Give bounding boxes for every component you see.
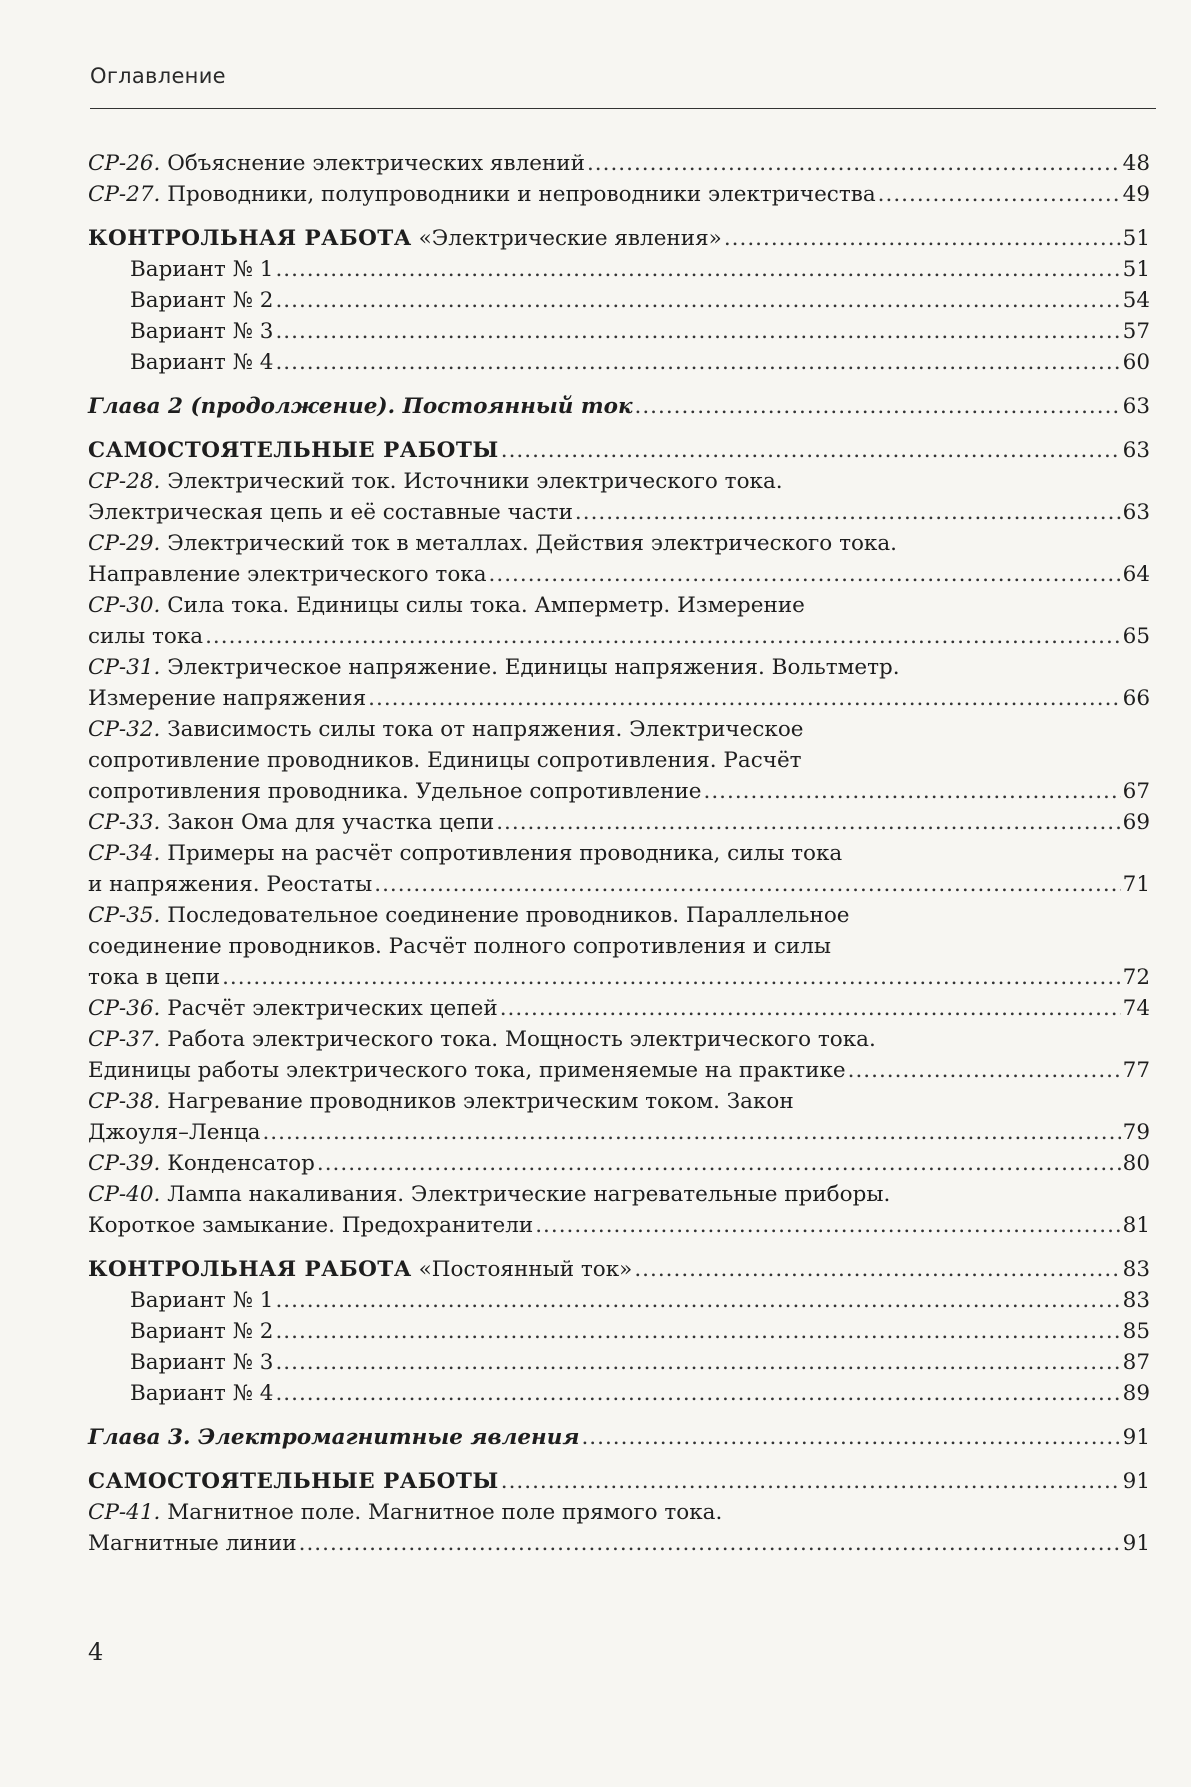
toc-entry-title [88,621,203,652]
toc-entry-line [88,1055,1150,1086]
toc-page-number: 81 [1122,1213,1150,1238]
toc-entry-text: Проводники, полупроводники и непроводники электричества [167,182,876,207]
toc-entry-text: Направление электрического тока [88,562,487,587]
toc-entry-code: СР-40. [88,1182,161,1207]
toc-section-heading: КОНТРОЛЬНАЯ РАБОТА [88,226,412,251]
toc-entry-title [130,1378,273,1409]
toc-leader-dots [275,1378,1120,1409]
toc-entry-variant [88,254,1150,285]
toc-entry-item [88,714,1150,807]
toc-entry-line [88,179,1150,210]
toc-entry-code: СР-28. [88,469,161,494]
toc-entry-text: Электрический ток. Источники электрического тока. [167,469,783,494]
toc-entry-text: Конденсатор [167,1151,315,1176]
toc-entry-text: Магнитные линии [88,1531,297,1556]
toc-entry-text: сопротивление проводников. Единицы сопротивления. Расчёт [88,748,802,773]
toc-page-number: 51 [1122,226,1150,251]
toc-entry-variant [88,1316,1150,1347]
toc-entry-text: сопротивления проводника. Удельное сопротивление [88,779,702,804]
toc-entry-title [88,435,499,466]
toc-entry-code: СР-39. [88,1151,161,1176]
toc-entry-line [88,652,1150,683]
toc-entry-title [88,962,220,993]
toc-entry-title [88,748,802,773]
toc-entry-text: Единицы работы электрического тока, применяемые на практике [88,1058,846,1083]
toc-entry-line [88,435,1150,466]
toc-entry-text: Объяснение электрических явлений [167,151,585,176]
toc-page-number: 63 [1122,500,1150,525]
toc-entry-title [88,179,876,210]
toc-leader-dots [275,1316,1120,1347]
toc-leader-dots [489,559,1121,590]
toc-entry-code: СР-33. [88,810,161,835]
toc-entry-text: Зависимость силы тока от напряжения. Электрическое [167,717,804,742]
toc-page-number: 83 [1122,1288,1150,1313]
toc-variant-label: Вариант № 3 [130,1350,274,1375]
toc-entry-code: СР-38. [88,1089,161,1114]
toc-page-number: 51 [1122,257,1150,282]
toc-entry-item [88,466,1150,528]
toc-entry-text: силы тока [88,624,204,649]
toc-page-number: 57 [1122,319,1150,344]
toc-entry-item [88,1497,1150,1559]
toc-leader-dots [587,148,1121,179]
toc-entry-title [88,593,805,618]
toc-entry-code: СР-35. [88,903,161,928]
toc-page-number: 91 [1122,1425,1150,1450]
toc-entry-line [88,559,1150,590]
toc-entry-line [88,1466,1150,1497]
toc-entry-line [88,590,1150,621]
toc-entry-line [88,1254,1150,1285]
toc-entry-line [88,254,1150,285]
toc-entry-title [88,807,494,838]
toc-variant-label: Вариант № 4 [130,350,274,375]
toc-entry-code: СР-36. [88,996,161,1021]
toc-leader-dots [275,285,1120,316]
toc-leader-dots [374,869,1120,900]
toc-entry-title [88,1027,876,1052]
toc-page-number: 65 [1122,624,1150,649]
toc-page-number: 63 [1122,438,1150,463]
toc-entry-code: СР-26. [88,151,161,176]
toc-page-number: 74 [1122,996,1150,1021]
toc-entry-title [88,934,831,959]
toc-entry-line [88,1086,1150,1117]
toc-entry-line [88,497,1150,528]
toc-entry-title [88,841,842,866]
toc-entry-line [88,1148,1150,1179]
toc-leader-dots [500,993,1121,1024]
toc-entry-title [88,1055,846,1086]
toc-entry-line [88,838,1150,869]
toc-entry-text: тока в цепи [88,965,221,990]
toc-entry-item [88,1148,1150,1179]
toc-entry-title [130,1347,273,1378]
toc-entry-text: Электрический ток в металлах. Действия электрического тока. [167,531,898,556]
toc-entry-variant [88,285,1150,316]
toc-leader-dots [222,962,1121,993]
toc-entry-head [88,223,1150,254]
toc-page-number: 91 [1122,1469,1150,1494]
toc-entry-text: Короткое замыкание. Предохранители [88,1213,534,1238]
toc-entry-title [130,285,273,316]
toc-entry-line [88,807,1150,838]
toc-entry-title [88,1422,579,1453]
toc-section-heading: КОНТРОЛЬНАЯ РАБОТА [88,1257,412,1282]
toc-page-number: 83 [1122,1257,1150,1282]
toc-entry-text: соединение проводников. Расчёт полного сопротивления и силы [88,934,832,959]
toc-entry-line [88,931,1150,962]
toc-entry-title [88,1528,297,1559]
toc-page-number: 71 [1122,872,1150,897]
toc-entry-title [88,776,702,807]
toc-leader-dots [496,807,1120,838]
header-rule [90,108,1156,109]
toc-entry-item [88,1086,1150,1148]
toc-leader-dots [848,1055,1121,1086]
toc-entry-text: Нагревание проводников электрическим током. Закон [167,1089,794,1114]
toc-entry-code: СР-27. [88,182,161,207]
toc-entry-code: СР-29. [88,531,161,556]
toc-entry-title [88,148,585,179]
toc-entry-item [88,179,1150,210]
toc-section-heading: САМОСТОЯТЕЛЬНЫЕ РАБОТЫ [88,1469,499,1494]
toc-entry-line [88,1347,1150,1378]
toc-entry-code: СР-30. [88,593,161,618]
toc-entry-chapter [88,1422,1150,1453]
toc-entry-line [88,776,1150,807]
page-number: 4 [88,1638,104,1666]
toc-leader-dots [262,1117,1120,1148]
toc-section-subtitle: «Электрические явления» [418,226,722,251]
toc-variant-label: Вариант № 4 [130,1381,274,1406]
toc-entry-line [88,900,1150,931]
toc-entry-title [88,1089,794,1114]
toc-leader-dots [368,683,1120,714]
toc-section-heading: САМОСТОЯТЕЛЬНЫЕ РАБОТЫ [88,438,499,463]
toc-entry-text: Измерение напряжения [88,686,367,711]
toc-entry-text: Электрическая цепь и её составные части [88,500,573,525]
toc-leader-dots [501,435,1121,466]
toc-entry-title [88,1500,722,1525]
toc-entry-text: Джоуля–Ленца [88,1120,261,1145]
toc-variant-label: Вариант № 2 [130,288,274,313]
toc-entry-text: Электрическое напряжение. Единицы напряжения. Вольтметр. [167,655,900,680]
toc-variant-label: Вариант № 2 [130,1319,274,1344]
toc-entry-text: Расчёт электрических цепей [167,996,498,1021]
toc-leader-dots [581,1422,1120,1453]
toc-entry-title [130,1285,273,1316]
toc-entry-line [88,621,1150,652]
toc-entry-title [88,655,900,680]
toc-chapter-heading: Глава 3. Электромагнитные явления [88,1425,580,1450]
toc-entry-head [88,435,1150,466]
toc-entry-item [88,1179,1150,1241]
toc-page-number: 77 [1122,1058,1150,1083]
toc-entry-title [88,559,487,590]
toc-entry-item [88,993,1150,1024]
toc-entry-title [88,223,722,254]
toc-entry-line [88,1210,1150,1241]
toc-entry-variant [88,1378,1150,1409]
toc-entry-title [88,717,804,742]
toc-variant-label: Вариант № 1 [130,1288,274,1313]
toc-entry-code: СР-37. [88,1027,161,1052]
toc-entry-head [88,1254,1150,1285]
toc-leader-dots [704,776,1121,807]
toc-entry-item [88,838,1150,900]
toc-entry-line [88,714,1150,745]
toc-entry-line [88,223,1150,254]
toc-entry-line [88,1316,1150,1347]
toc-page-number: 54 [1122,288,1150,313]
toc-page-number: 64 [1122,562,1150,587]
toc-leader-dots [275,316,1120,347]
toc-entry-text: и напряжения. Реостаты [88,872,373,897]
toc-entry-code: СР-34. [88,841,161,866]
toc-entry-line [88,347,1150,378]
toc-entry-item [88,652,1150,714]
toc-entry-title [88,1210,533,1241]
toc-leader-dots [299,1528,1121,1559]
toc-entry-title [88,993,498,1024]
toc-entry-title [88,1466,499,1497]
toc-entry-variant [88,347,1150,378]
toc-entry-text: Магнитное поле. Магнитное поле прямого тока. [167,1500,723,1525]
toc-entry-title [130,1316,273,1347]
toc-entry-title [88,683,366,714]
toc-page-number: 69 [1122,810,1150,835]
toc-entry-item [88,528,1150,590]
toc-leader-dots [275,1347,1120,1378]
toc-entry-variant [88,1285,1150,1316]
toc-entry-item [88,1024,1150,1086]
toc-page-number: 66 [1122,686,1150,711]
toc-leader-dots [634,1254,1120,1285]
toc-entry-title [130,316,273,347]
toc-page-number: 67 [1122,779,1150,804]
toc-leader-dots [535,1210,1120,1241]
toc-entry-title [88,531,897,556]
toc-entry-item [88,148,1150,179]
running-head: Оглавление [90,64,226,88]
toc-entry-title [88,869,372,900]
toc-variant-label: Вариант № 3 [130,319,274,344]
toc-entry-line [88,962,1150,993]
toc-leader-dots [635,391,1121,422]
toc-entry-line [88,316,1150,347]
toc-entry-title [130,347,273,378]
toc-entry-text: Последовательное соединение проводников. Параллельное [167,903,850,928]
toc-entry-line [88,391,1150,422]
toc-section-subtitle: «Постоянный ток» [418,1257,633,1282]
toc-leader-dots [501,1466,1121,1497]
toc-entry-line [88,993,1150,1024]
toc-entry-item [88,807,1150,838]
toc-entry-line [88,1422,1150,1453]
toc-entry-line [88,1528,1150,1559]
toc-entry-code: СР-41. [88,1500,161,1525]
toc-entry-code: СР-32. [88,717,161,742]
toc-leader-dots [878,179,1121,210]
toc-entry-title [130,254,273,285]
toc-entry-line [88,1024,1150,1055]
toc-page-number: 80 [1122,1151,1150,1176]
toc-leader-dots [317,1148,1121,1179]
toc-entry-head [88,1466,1150,1497]
toc-entry-title [88,1117,260,1148]
toc-entry-line [88,528,1150,559]
toc-entry-title [88,1182,890,1207]
toc-entry-text: Лампа накаливания. Электрические нагревательные приборы. [167,1182,891,1207]
toc-variant-label: Вариант № 1 [130,257,274,282]
toc-entry-line [88,1285,1150,1316]
toc-entry-title [88,391,633,422]
toc-entry-text: Работа электрического тока. Мощность электрического тока. [167,1027,876,1052]
toc-leader-dots [575,497,1121,528]
toc-entry-title [88,903,850,928]
toc-leader-dots [275,254,1120,285]
toc-entry-line [88,1179,1150,1210]
toc-chapter-heading: Глава 2 (продолжение). Постоянный ток [88,394,633,419]
toc-leader-dots [275,347,1120,378]
toc-page-number: 85 [1122,1319,1150,1344]
toc-entry-variant [88,316,1150,347]
toc-page-number: 72 [1122,965,1150,990]
toc-page-number: 79 [1122,1120,1150,1145]
toc-entry-line [88,1117,1150,1148]
toc-page-number: 60 [1122,350,1150,375]
toc-entry-title [88,497,573,528]
toc-page-number: 49 [1122,182,1150,207]
toc-page-number: 89 [1122,1381,1150,1406]
toc-entry-line [88,1378,1150,1409]
toc-entry-line [88,869,1150,900]
toc-page-number: 87 [1122,1350,1150,1375]
toc-entry-item [88,900,1150,993]
toc-entry-item [88,590,1150,652]
table-of-contents [88,148,1150,1559]
toc-entry-title [88,1254,632,1285]
toc-entry-text: Сила тока. Единицы силы тока. Амперметр. Измерение [167,593,805,618]
toc-entry-line [88,1497,1150,1528]
toc-entry-line [88,285,1150,316]
toc-entry-variant [88,1347,1150,1378]
toc-entry-text: Закон Ома для участка цепи [167,810,495,835]
toc-entry-line [88,466,1150,497]
toc-entry-text: Примеры на расчёт сопротивления проводника, силы тока [167,841,843,866]
toc-leader-dots [205,621,1121,652]
toc-entry-line [88,683,1150,714]
toc-page-number: 48 [1122,151,1150,176]
toc-page-number: 91 [1122,1531,1150,1556]
toc-entry-title [88,1148,315,1179]
toc-leader-dots [724,223,1121,254]
toc-entry-line [88,745,1150,776]
toc-entry-chapter [88,391,1150,422]
toc-entry-line [88,148,1150,179]
toc-entry-code: СР-31. [88,655,161,680]
toc-leader-dots [275,1285,1120,1316]
toc-entry-title [88,469,783,494]
toc-page-number: 63 [1122,394,1150,419]
